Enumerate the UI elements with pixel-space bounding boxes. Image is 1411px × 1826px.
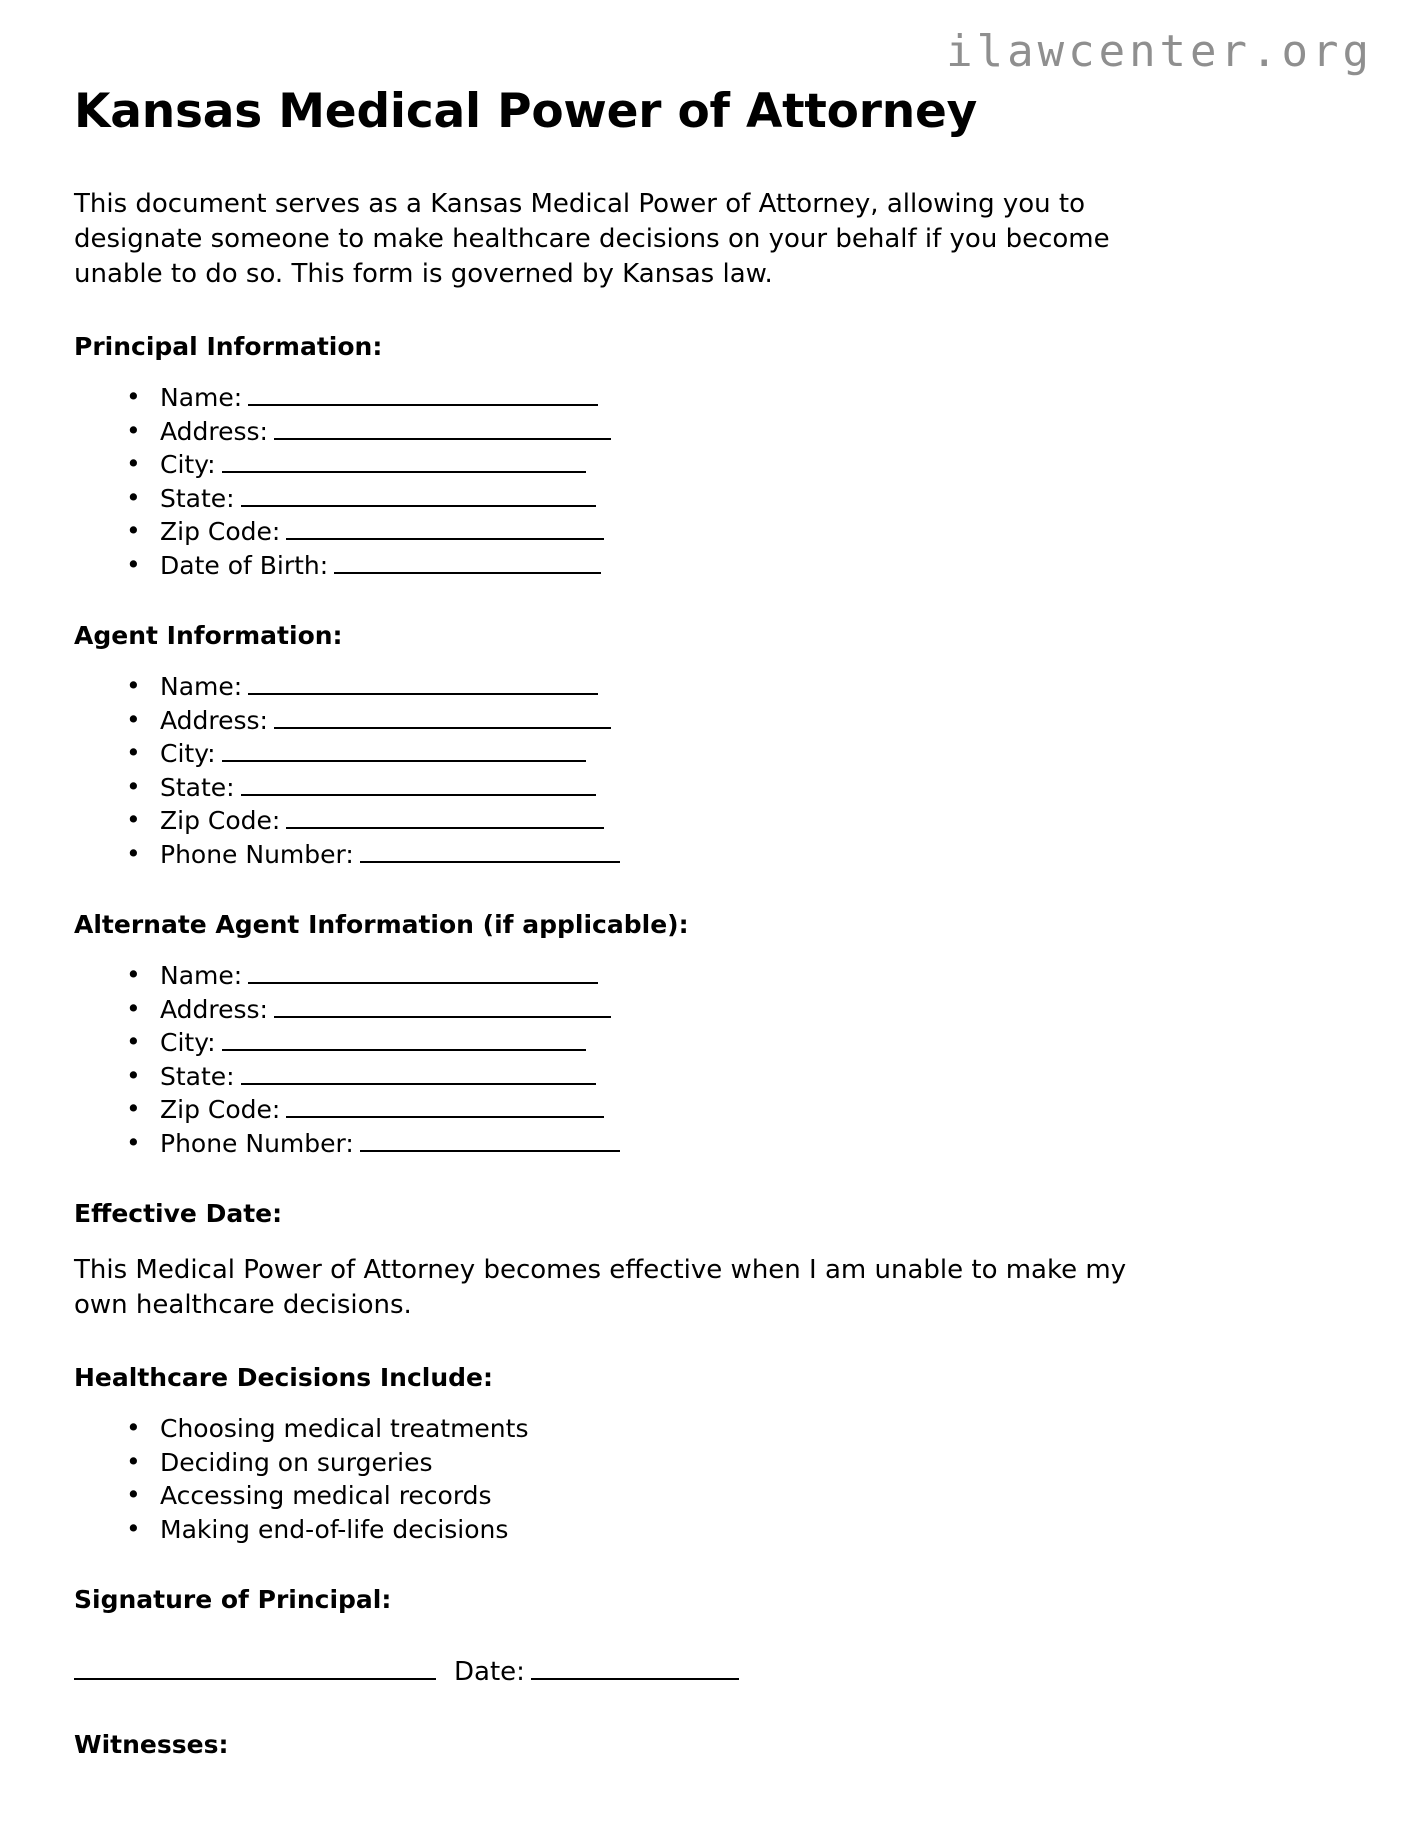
field-blank-line[interactable]: [222, 741, 586, 763]
section-heading-witnesses: Witnesses:: [74, 1729, 229, 1759]
healthcare-decisions-list: [74, 1414, 1184, 1544]
field-blank-line[interactable]: [286, 808, 604, 830]
field-label: Phone Number:: [160, 839, 354, 869]
list-item: • Making end-of-life decisions: [126, 1515, 1184, 1545]
field-label: Address:: [160, 705, 268, 735]
field-label: State:: [160, 772, 235, 802]
field-row: [126, 417, 1184, 447]
field-row: [126, 706, 1184, 736]
section-heading-alternate-agent: Alternate Agent Information (if applicable):: [74, 910, 689, 940]
field-row: [126, 1028, 1184, 1058]
field-label: Address:: [160, 994, 268, 1024]
list-item: • Deciding on surgeries: [126, 1448, 1184, 1478]
field-blank-line[interactable]: [222, 452, 586, 474]
field-label: Name:: [160, 672, 243, 702]
agent-field-list: [74, 672, 1184, 869]
field-row: [126, 517, 1184, 547]
date-label: Date:: [454, 1657, 525, 1688]
field-label: Phone Number:: [160, 1128, 354, 1158]
field-row: [126, 450, 1184, 480]
section-heading-agent: Agent Information:: [74, 621, 343, 651]
field-blank-line[interactable]: [360, 841, 620, 863]
field-blank-line[interactable]: [241, 1063, 596, 1085]
field-label: City:: [160, 739, 216, 769]
field-label: City:: [160, 450, 216, 480]
alternate-agent-field-list: [74, 961, 1184, 1158]
field-blank-line[interactable]: [274, 707, 611, 729]
field-label: Name:: [160, 383, 243, 413]
effective-date-paragraph: This Medical Power of Attorney becomes effective when I am unable to make my own healthcare decisions.: [74, 1255, 1127, 1320]
section-heading-principal: Principal Information:: [74, 332, 383, 362]
field-label: Date of Birth:: [160, 550, 329, 580]
field-row: [126, 1129, 1184, 1159]
field-row: [126, 672, 1184, 702]
principal-field-list: [74, 383, 1184, 580]
signature-blank-line[interactable]: [74, 1658, 436, 1681]
section-heading-signature: Signature of Principal:: [74, 1585, 392, 1615]
field-row: [126, 383, 1184, 413]
field-label: Name:: [160, 961, 243, 991]
section-heading-healthcare-decisions: Healthcare Decisions Include:: [74, 1363, 493, 1393]
date-blank-line[interactable]: [531, 1658, 739, 1681]
document-content: [74, 84, 1184, 1760]
field-label: Zip Code:: [160, 1095, 281, 1125]
field-label: Address:: [160, 416, 268, 446]
field-blank-line[interactable]: [241, 774, 596, 796]
intro-paragraph: This document serves as a Kansas Medical Power of Attorney, allowing you to designate someone to make healthcare decisions on your behalf if you become unable to do so. This form is governed by Kansas law.: [74, 189, 1110, 289]
field-row: [126, 961, 1184, 991]
field-blank-line[interactable]: [360, 1130, 620, 1152]
field-row: [126, 551, 1184, 581]
field-label: State:: [160, 483, 235, 513]
field-blank-line[interactable]: [274, 996, 611, 1018]
field-row: [126, 773, 1184, 803]
section-heading-effective-date: Effective Date:: [74, 1199, 283, 1229]
field-blank-line[interactable]: [248, 674, 598, 696]
field-label: City:: [160, 1028, 216, 1058]
field-label: Zip Code:: [160, 517, 281, 547]
field-blank-line[interactable]: [334, 552, 601, 574]
field-row: [126, 806, 1184, 836]
field-row: [126, 1095, 1184, 1125]
page-title: Kansas Medical Power of Attorney: [74, 84, 978, 139]
field-row: [126, 484, 1184, 514]
field-label: State:: [160, 1061, 235, 1091]
field-blank-line[interactable]: [286, 1097, 604, 1119]
field-row: [126, 1062, 1184, 1092]
field-blank-line[interactable]: [274, 418, 611, 440]
signature-row: [74, 1657, 1184, 1688]
field-row: [126, 739, 1184, 769]
field-blank-line[interactable]: [248, 385, 598, 407]
site-watermark: ilawcenter.org: [946, 26, 1373, 77]
field-row: [126, 995, 1184, 1025]
field-row: [126, 840, 1184, 870]
field-label: Zip Code:: [160, 806, 281, 836]
list-item: • Choosing medical treatments: [126, 1414, 1184, 1444]
field-blank-line[interactable]: [248, 963, 598, 985]
field-blank-line[interactable]: [222, 1030, 586, 1052]
list-item: • Accessing medical records: [126, 1481, 1184, 1511]
field-blank-line[interactable]: [241, 485, 596, 507]
field-blank-line[interactable]: [286, 519, 604, 541]
